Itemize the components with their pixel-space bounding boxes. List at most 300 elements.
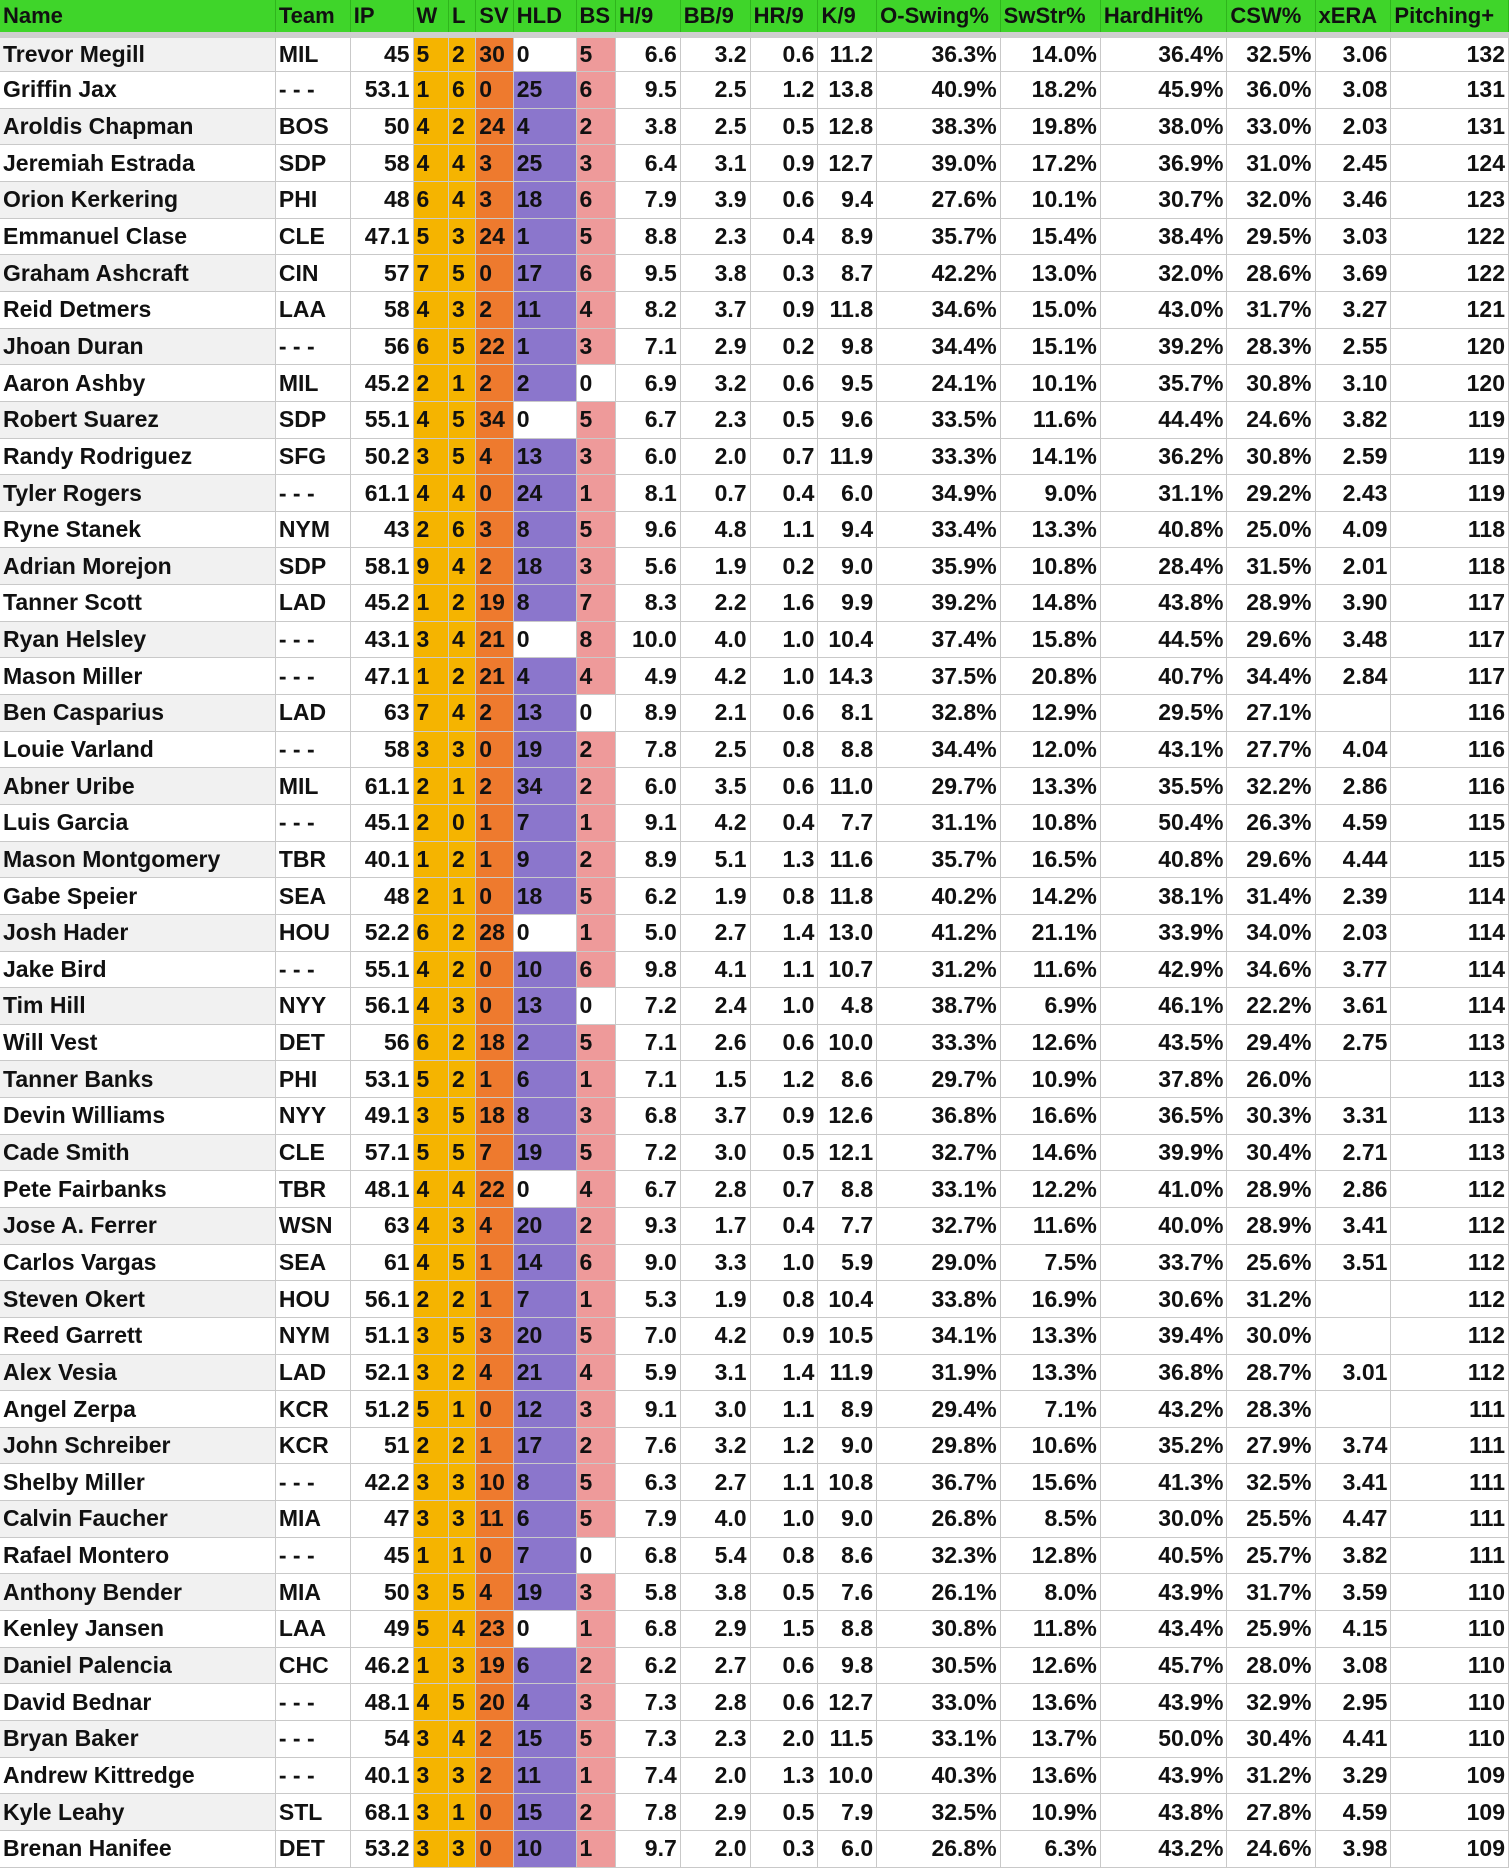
cell-team[interactable]: TBR [275,1171,350,1208]
cell-team[interactable]: SFG [275,438,350,475]
cell-hld[interactable]: 2 [513,365,576,402]
cell-sv[interactable]: 11 [476,1501,513,1538]
cell-sv[interactable]: 2 [476,1720,513,1757]
cell-h9[interactable]: 7.9 [615,1501,680,1538]
cell-bs[interactable]: 0 [576,1537,615,1574]
table-row[interactable] [0,475,1509,512]
cell-h9[interactable]: 7.8 [615,1794,680,1831]
cell-pitching-plus[interactable]: 117 [1391,658,1509,695]
cell-bs[interactable]: 1 [576,1757,615,1794]
cell-hr9[interactable]: 0.6 [750,35,818,72]
cell-hld[interactable]: 6 [513,1501,576,1538]
cell-csw[interactable]: 29.6% [1227,621,1315,658]
cell-pitching-plus[interactable]: 114 [1391,878,1509,915]
cell-name[interactable]: Jose A. Ferrer [0,1208,275,1245]
cell-ip[interactable]: 55.1 [350,401,413,438]
cell-csw[interactable]: 24.6% [1227,401,1315,438]
cell-k9[interactable]: 9.4 [818,182,877,219]
cell-hardhit[interactable]: 39.9% [1100,1134,1227,1171]
table-row[interactable] [0,1464,1509,1501]
cell-name[interactable]: Angel Zerpa [0,1391,275,1428]
cell-h9[interactable]: 6.8 [615,1537,680,1574]
table-row[interactable] [0,511,1509,548]
cell-w[interactable]: 4 [413,1684,448,1721]
cell-hr9[interactable]: 0.4 [750,218,818,255]
cell-bb9[interactable]: 1.5 [680,1061,750,1098]
cell-bb9[interactable]: 3.1 [680,1354,750,1391]
cell-h9[interactable]: 6.0 [615,438,680,475]
cell-h9[interactable]: 6.2 [615,1647,680,1684]
cell-pitching-plus[interactable]: 112 [1391,1281,1509,1318]
cell-bb9[interactable]: 2.9 [680,1794,750,1831]
table-row[interactable] [0,438,1509,475]
cell-o-swing[interactable]: 29.7% [877,1061,1001,1098]
cell-o-swing[interactable]: 29.4% [877,1391,1001,1428]
cell-xera[interactable]: 3.51 [1315,1244,1391,1281]
cell-w[interactable]: 7 [413,695,448,732]
cell-name[interactable]: Andrew Kittredge [0,1757,275,1794]
cell-w[interactable]: 4 [413,475,448,512]
cell-hardhit[interactable]: 41.3% [1100,1464,1227,1501]
cell-o-swing[interactable]: 33.3% [877,438,1001,475]
cell-name[interactable]: Reed Garrett [0,1317,275,1354]
table-row[interactable] [0,878,1509,915]
cell-k9[interactable]: 13.8 [818,72,877,109]
cell-k9[interactable]: 9.6 [818,401,877,438]
cell-o-swing[interactable]: 40.2% [877,878,1001,915]
cell-bb9[interactable]: 1.9 [680,1281,750,1318]
cell-swstr[interactable]: 14.0% [1000,35,1100,72]
cell-xera[interactable] [1315,1061,1391,1098]
cell-swstr[interactable]: 9.0% [1000,475,1100,512]
cell-hr9[interactable]: 0.9 [750,291,818,328]
cell-o-swing[interactable]: 38.3% [877,108,1001,145]
cell-hr9[interactable]: 0.6 [750,1684,818,1721]
cell-team[interactable]: - - - [275,1757,350,1794]
cell-csw[interactable]: 34.0% [1227,914,1315,951]
cell-o-swing[interactable]: 26.8% [877,1501,1001,1538]
cell-name[interactable]: Trevor Megill [0,35,275,72]
cell-csw[interactable]: 28.9% [1227,585,1315,622]
cell-csw[interactable]: 27.1% [1227,695,1315,732]
cell-xera[interactable] [1315,1317,1391,1354]
cell-w[interactable]: 3 [413,1757,448,1794]
cell-pitching-plus[interactable]: 113 [1391,1134,1509,1171]
cell-l[interactable]: 4 [448,621,475,658]
cell-sv[interactable]: 34 [476,401,513,438]
cell-team[interactable]: SDP [275,145,350,182]
cell-swstr[interactable]: 14.2% [1000,878,1100,915]
cell-k9[interactable]: 11.5 [818,1720,877,1757]
cell-hardhit[interactable]: 43.2% [1100,1830,1227,1867]
table-row[interactable] [0,1427,1509,1464]
cell-sv[interactable]: 2 [476,695,513,732]
table-row[interactable] [0,1354,1509,1391]
cell-name[interactable]: Jhoan Duran [0,328,275,365]
cell-ip[interactable]: 57.1 [350,1134,413,1171]
cell-ip[interactable]: 48 [350,182,413,219]
cell-k9[interactable]: 7.7 [818,804,877,841]
cell-k9[interactable]: 8.6 [818,1537,877,1574]
cell-ip[interactable]: 63 [350,1208,413,1245]
cell-bs[interactable]: 1 [576,804,615,841]
cell-bs[interactable]: 1 [576,1611,615,1648]
cell-xera[interactable]: 2.75 [1315,1024,1391,1061]
cell-h9[interactable]: 7.3 [615,1720,680,1757]
cell-l[interactable]: 1 [448,365,475,402]
cell-bs[interactable]: 5 [576,218,615,255]
cell-team[interactable]: - - - [275,804,350,841]
column-header-swstr[interactable]: SwStr% [1000,0,1100,35]
cell-csw[interactable]: 31.5% [1227,548,1315,585]
cell-sv[interactable]: 1 [476,804,513,841]
cell-hld[interactable]: 10 [513,951,576,988]
cell-hardhit[interactable]: 44.5% [1100,621,1227,658]
cell-h9[interactable]: 6.8 [615,1611,680,1648]
cell-sv[interactable]: 4 [476,438,513,475]
table-row[interactable] [0,1171,1509,1208]
cell-team[interactable]: MIL [275,768,350,805]
cell-h9[interactable]: 7.2 [615,1134,680,1171]
cell-xera[interactable]: 3.48 [1315,621,1391,658]
cell-hr9[interactable]: 1.1 [750,1391,818,1428]
cell-bs[interactable]: 5 [576,511,615,548]
cell-hld[interactable]: 13 [513,988,576,1025]
cell-hr9[interactable]: 0.6 [750,365,818,402]
cell-h9[interactable]: 6.8 [615,1098,680,1135]
cell-swstr[interactable]: 14.8% [1000,585,1100,622]
cell-hld[interactable]: 0 [513,35,576,72]
cell-h9[interactable]: 6.7 [615,401,680,438]
cell-ip[interactable]: 61 [350,1244,413,1281]
cell-swstr[interactable]: 18.2% [1000,72,1100,109]
cell-swstr[interactable]: 13.3% [1000,511,1100,548]
cell-o-swing[interactable]: 41.2% [877,914,1001,951]
cell-l[interactable]: 4 [448,1611,475,1648]
cell-xera[interactable]: 2.95 [1315,1684,1391,1721]
cell-csw[interactable]: 28.0% [1227,1647,1315,1684]
cell-name[interactable]: Bryan Baker [0,1720,275,1757]
cell-o-swing[interactable]: 29.8% [877,1427,1001,1464]
cell-pitching-plus[interactable]: 109 [1391,1794,1509,1831]
cell-o-swing[interactable]: 29.7% [877,768,1001,805]
table-row[interactable] [0,841,1509,878]
cell-ip[interactable]: 56.1 [350,988,413,1025]
cell-l[interactable]: 0 [448,804,475,841]
cell-swstr[interactable]: 12.6% [1000,1647,1100,1684]
cell-team[interactable]: SDP [275,401,350,438]
cell-pitching-plus[interactable]: 118 [1391,548,1509,585]
cell-l[interactable]: 3 [448,988,475,1025]
cell-swstr[interactable]: 15.0% [1000,291,1100,328]
cell-w[interactable]: 1 [413,1537,448,1574]
cell-pitching-plus[interactable]: 120 [1391,328,1509,365]
cell-name[interactable]: Jake Bird [0,951,275,988]
cell-w[interactable]: 3 [413,1098,448,1135]
cell-xera[interactable]: 3.82 [1315,401,1391,438]
cell-o-swing[interactable]: 32.5% [877,1794,1001,1831]
cell-w[interactable]: 3 [413,438,448,475]
cell-w[interactable]: 9 [413,548,448,585]
cell-w[interactable]: 5 [413,1611,448,1648]
cell-k9[interactable]: 12.6 [818,1098,877,1135]
cell-pitching-plus[interactable]: 114 [1391,951,1509,988]
cell-l[interactable]: 2 [448,914,475,951]
cell-hardhit[interactable]: 41.0% [1100,1171,1227,1208]
cell-team[interactable]: PHI [275,1061,350,1098]
cell-swstr[interactable]: 15.1% [1000,328,1100,365]
cell-l[interactable]: 4 [448,695,475,732]
cell-o-swing[interactable]: 32.7% [877,1208,1001,1245]
cell-xera[interactable]: 3.31 [1315,1098,1391,1135]
cell-sv[interactable]: 18 [476,1098,513,1135]
cell-hr9[interactable]: 0.6 [750,182,818,219]
cell-l[interactable]: 4 [448,1171,475,1208]
cell-hardhit[interactable]: 38.1% [1100,878,1227,915]
cell-w[interactable]: 5 [413,1134,448,1171]
cell-l[interactable]: 2 [448,1061,475,1098]
cell-w[interactable]: 3 [413,1501,448,1538]
cell-swstr[interactable]: 11.6% [1000,401,1100,438]
cell-ip[interactable]: 46.2 [350,1647,413,1684]
cell-csw[interactable]: 27.9% [1227,1427,1315,1464]
cell-l[interactable]: 1 [448,878,475,915]
cell-hardhit[interactable]: 35.2% [1100,1427,1227,1464]
cell-bb9[interactable]: 0.7 [680,475,750,512]
cell-hr9[interactable]: 0.8 [750,1281,818,1318]
cell-team[interactable]: - - - [275,72,350,109]
cell-pitching-plus[interactable]: 116 [1391,768,1509,805]
cell-hr9[interactable]: 0.7 [750,1171,818,1208]
cell-ip[interactable]: 58 [350,731,413,768]
cell-csw[interactable]: 31.0% [1227,145,1315,182]
cell-name[interactable]: Cade Smith [0,1134,275,1171]
cell-team[interactable]: CIN [275,255,350,292]
column-header-name[interactable]: Name [0,0,275,35]
cell-k9[interactable]: 8.7 [818,255,877,292]
cell-hardhit[interactable]: 40.0% [1100,1208,1227,1245]
cell-o-swing[interactable]: 27.6% [877,182,1001,219]
cell-bb9[interactable]: 2.3 [680,218,750,255]
column-header-hardhit[interactable]: HardHit% [1100,0,1227,35]
cell-bs[interactable]: 2 [576,1208,615,1245]
cell-h9[interactable]: 5.0 [615,914,680,951]
cell-bs[interactable]: 3 [576,1098,615,1135]
cell-name[interactable]: Rafael Montero [0,1537,275,1574]
cell-name[interactable]: Kenley Jansen [0,1611,275,1648]
cell-w[interactable]: 6 [413,328,448,365]
cell-csw[interactable]: 30.0% [1227,1317,1315,1354]
cell-o-swing[interactable]: 26.8% [877,1830,1001,1867]
table-row[interactable] [0,108,1509,145]
cell-name[interactable]: Aroldis Chapman [0,108,275,145]
table-row[interactable] [0,328,1509,365]
cell-pitching-plus[interactable]: 117 [1391,621,1509,658]
cell-hld[interactable]: 13 [513,438,576,475]
cell-sv[interactable]: 0 [476,475,513,512]
cell-h9[interactable]: 7.2 [615,988,680,1025]
cell-hld[interactable]: 0 [513,401,576,438]
cell-swstr[interactable]: 12.8% [1000,1537,1100,1574]
cell-name[interactable]: Tim Hill [0,988,275,1025]
cell-h9[interactable]: 9.1 [615,804,680,841]
cell-bb9[interactable]: 2.9 [680,328,750,365]
cell-pitching-plus[interactable]: 120 [1391,365,1509,402]
table-row[interactable] [0,988,1509,1025]
cell-bb9[interactable]: 3.8 [680,255,750,292]
cell-hardhit[interactable]: 32.0% [1100,255,1227,292]
cell-hr9[interactable]: 1.2 [750,1427,818,1464]
cell-team[interactable]: BOS [275,108,350,145]
cell-bb9[interactable]: 5.4 [680,1537,750,1574]
cell-hardhit[interactable]: 33.9% [1100,914,1227,951]
cell-l[interactable]: 5 [448,1134,475,1171]
cell-sv[interactable]: 2 [476,548,513,585]
cell-bs[interactable]: 1 [576,1061,615,1098]
table-row[interactable] [0,548,1509,585]
cell-csw[interactable]: 32.5% [1227,35,1315,72]
cell-hardhit[interactable]: 35.5% [1100,768,1227,805]
cell-pitching-plus[interactable]: 124 [1391,145,1509,182]
cell-team[interactable]: DET [275,1830,350,1867]
cell-o-swing[interactable]: 35.7% [877,841,1001,878]
cell-k9[interactable]: 11.9 [818,1354,877,1391]
cell-xera[interactable]: 3.27 [1315,291,1391,328]
cell-bs[interactable]: 6 [576,1244,615,1281]
cell-xera[interactable]: 3.01 [1315,1354,1391,1391]
cell-team[interactable]: HOU [275,914,350,951]
cell-o-swing[interactable]: 34.4% [877,328,1001,365]
cell-w[interactable]: 1 [413,841,448,878]
cell-team[interactable]: TBR [275,841,350,878]
cell-l[interactable]: 3 [448,218,475,255]
cell-o-swing[interactable]: 36.7% [877,1464,1001,1501]
cell-csw[interactable]: 29.2% [1227,475,1315,512]
cell-sv[interactable]: 30 [476,35,513,72]
cell-name[interactable]: Graham Ashcraft [0,255,275,292]
cell-team[interactable]: NYY [275,1098,350,1135]
cell-pitching-plus[interactable]: 111 [1391,1427,1509,1464]
cell-sv[interactable]: 4 [476,1208,513,1245]
cell-k9[interactable]: 8.6 [818,1061,877,1098]
cell-pitching-plus[interactable]: 110 [1391,1647,1509,1684]
cell-hr9[interactable]: 0.6 [750,768,818,805]
cell-bs[interactable]: 2 [576,1647,615,1684]
cell-hr9[interactable]: 0.5 [750,401,818,438]
cell-bs[interactable]: 3 [576,145,615,182]
cell-k9[interactable]: 12.7 [818,145,877,182]
cell-w[interactable]: 3 [413,1464,448,1501]
cell-team[interactable]: KCR [275,1427,350,1464]
cell-o-swing[interactable]: 33.1% [877,1720,1001,1757]
cell-sv[interactable]: 2 [476,768,513,805]
cell-o-swing[interactable]: 32.8% [877,695,1001,732]
cell-team[interactable]: NYM [275,1317,350,1354]
cell-k9[interactable]: 11.9 [818,438,877,475]
cell-hardhit[interactable]: 38.4% [1100,218,1227,255]
cell-xera[interactable]: 4.59 [1315,804,1391,841]
cell-hardhit[interactable]: 43.1% [1100,731,1227,768]
cell-name[interactable]: Randy Rodriguez [0,438,275,475]
cell-hr9[interactable]: 0.7 [750,438,818,475]
table-row[interactable] [0,1830,1509,1867]
cell-hr9[interactable]: 0.3 [750,255,818,292]
table-row[interactable] [0,658,1509,695]
cell-hr9[interactable]: 1.2 [750,1061,818,1098]
cell-hr9[interactable]: 0.5 [750,1574,818,1611]
cell-h9[interactable]: 9.6 [615,511,680,548]
cell-pitching-plus[interactable]: 112 [1391,1317,1509,1354]
cell-team[interactable]: HOU [275,1281,350,1318]
cell-name[interactable]: Brenan Hanifee [0,1830,275,1867]
cell-h9[interactable]: 7.4 [615,1757,680,1794]
cell-o-swing[interactable]: 40.9% [877,72,1001,109]
cell-bb9[interactable]: 2.8 [680,1171,750,1208]
cell-w[interactable]: 2 [413,1281,448,1318]
cell-o-swing[interactable]: 33.3% [877,1024,1001,1061]
table-row[interactable] [0,1134,1509,1171]
cell-csw[interactable]: 29.5% [1227,218,1315,255]
cell-o-swing[interactable]: 32.7% [877,1134,1001,1171]
cell-sv[interactable]: 0 [476,1537,513,1574]
cell-csw[interactable]: 32.9% [1227,1684,1315,1721]
cell-xera[interactable]: 4.41 [1315,1720,1391,1757]
cell-bb9[interactable]: 2.5 [680,72,750,109]
cell-bs[interactable]: 2 [576,1794,615,1831]
table-row[interactable] [0,1244,1509,1281]
cell-sv[interactable]: 0 [476,1830,513,1867]
cell-o-swing[interactable]: 32.3% [877,1537,1001,1574]
cell-k9[interactable]: 11.8 [818,291,877,328]
cell-hld[interactable]: 14 [513,1244,576,1281]
cell-h9[interactable]: 7.8 [615,731,680,768]
cell-l[interactable]: 3 [448,1647,475,1684]
cell-h9[interactable]: 9.0 [615,1244,680,1281]
cell-swstr[interactable]: 13.6% [1000,1757,1100,1794]
cell-name[interactable]: Tanner Banks [0,1061,275,1098]
cell-csw[interactable]: 25.6% [1227,1244,1315,1281]
cell-swstr[interactable]: 10.8% [1000,548,1100,585]
column-header-bb9[interactable]: BB/9 [680,0,750,35]
cell-xera[interactable]: 3.41 [1315,1208,1391,1245]
cell-hardhit[interactable]: 40.8% [1100,511,1227,548]
cell-l[interactable]: 5 [448,1244,475,1281]
cell-xera[interactable]: 3.82 [1315,1537,1391,1574]
cell-h9[interactable]: 7.1 [615,1061,680,1098]
cell-hr9[interactable]: 0.9 [750,1317,818,1354]
cell-hld[interactable]: 20 [513,1208,576,1245]
cell-xera[interactable]: 3.90 [1315,585,1391,622]
cell-csw[interactable]: 36.0% [1227,72,1315,109]
cell-h9[interactable]: 7.9 [615,182,680,219]
cell-csw[interactable]: 31.2% [1227,1757,1315,1794]
cell-bs[interactable]: 1 [576,1830,615,1867]
cell-w[interactable]: 2 [413,511,448,548]
cell-bb9[interactable]: 2.7 [680,1647,750,1684]
cell-bb9[interactable]: 3.1 [680,145,750,182]
cell-k9[interactable]: 9.8 [818,1647,877,1684]
cell-hr9[interactable]: 1.0 [750,1501,818,1538]
cell-bs[interactable]: 5 [576,1134,615,1171]
cell-ip[interactable]: 49 [350,1611,413,1648]
cell-hr9[interactable]: 1.3 [750,841,818,878]
cell-hardhit[interactable]: 29.5% [1100,695,1227,732]
cell-ip[interactable]: 42.2 [350,1464,413,1501]
cell-h9[interactable]: 5.9 [615,1354,680,1391]
cell-sv[interactable]: 22 [476,1171,513,1208]
cell-ip[interactable]: 49.1 [350,1098,413,1135]
cell-o-swing[interactable]: 33.4% [877,511,1001,548]
